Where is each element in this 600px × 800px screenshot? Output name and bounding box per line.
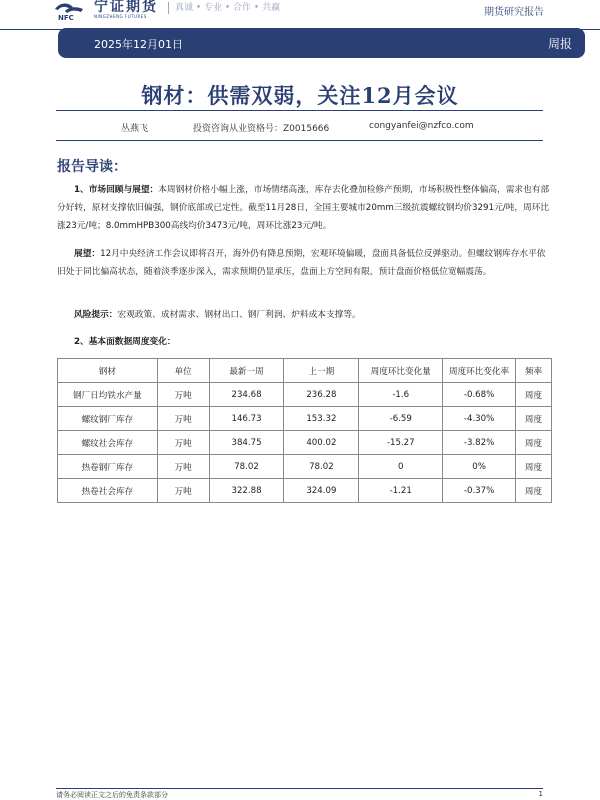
license-label: 投资咨询从业资格号： bbox=[193, 124, 284, 134]
logo-chinese-name: 宁证期货 bbox=[94, 0, 158, 15]
table-header-cell: 周度环比变化率 bbox=[443, 359, 516, 383]
table-cell: -4.30% bbox=[443, 407, 516, 431]
table-cell: 钢厂日均铁水产量 bbox=[58, 383, 158, 407]
table-row bbox=[58, 431, 552, 455]
table-cell: -0.68% bbox=[443, 383, 516, 407]
table-cell: 324.09 bbox=[284, 479, 359, 503]
market-review-lead: 1、市场回顾与展望： bbox=[74, 185, 159, 195]
table-cell: 热卷钢厂库存 bbox=[58, 455, 158, 479]
risk-text: 宏观政策、成材需求、钢材出口、钢厂利润、炉料成本支撑等。 bbox=[117, 310, 361, 320]
table-header-cell: 上一期 bbox=[284, 359, 359, 383]
author-email: congyanfei@nzfco.com bbox=[369, 121, 474, 131]
date-banner bbox=[58, 28, 585, 58]
footer-disclaimer: 请务必阅读正文之后的免责条款部分 bbox=[56, 791, 168, 799]
table-cell: 周度 bbox=[516, 407, 552, 431]
table-cell: -3.82% bbox=[443, 431, 516, 455]
table-header-cell: 单位 bbox=[157, 359, 209, 383]
guide-heading: 报告导读： bbox=[57, 159, 127, 175]
logo-english-name: NINGZHENG FUTURES bbox=[94, 14, 147, 19]
table-row bbox=[58, 455, 552, 479]
company-slogan: 真诚 • 专业 • 合作 • 共赢 bbox=[175, 3, 281, 13]
table-row bbox=[58, 407, 552, 431]
logo-nfc-text: NFC bbox=[58, 14, 74, 22]
table-header-cell: 频率 bbox=[516, 359, 552, 383]
outlook-paragraph bbox=[57, 245, 552, 281]
document-type: 期货研究报告 bbox=[484, 7, 544, 18]
table-cell: 周度 bbox=[516, 431, 552, 455]
table-cell: 400.02 bbox=[284, 431, 359, 455]
table-cell: 78.02 bbox=[209, 455, 284, 479]
report-frequency: 周报 bbox=[547, 37, 572, 51]
table-cell: -1.21 bbox=[359, 479, 443, 503]
table-cell: 0% bbox=[443, 455, 516, 479]
table-cell: 周度 bbox=[516, 479, 552, 503]
footer-divider bbox=[56, 788, 543, 789]
table-header-cell: 周度环比变化量 bbox=[359, 359, 443, 383]
page-number: 1 bbox=[538, 790, 543, 798]
table-cell: 周度 bbox=[516, 383, 552, 407]
license-number: Z0015666 bbox=[283, 124, 330, 134]
table-row bbox=[58, 383, 552, 407]
table-header-row bbox=[58, 359, 552, 383]
company-logo bbox=[54, 0, 169, 22]
table-cell: 万吨 bbox=[157, 479, 209, 503]
table-cell: -15.27 bbox=[359, 431, 443, 455]
table-cell: 万吨 bbox=[157, 383, 209, 407]
table-cell: 146.73 bbox=[209, 407, 284, 431]
table-cell: 236.28 bbox=[284, 383, 359, 407]
risk-lead: 风险提示： bbox=[74, 310, 118, 320]
market-review-text: 本周钢材价格小幅上涨，市场情绪高涨，库存去化叠加检修产预期，市场积极性整体偏高，需求也有部分好转，原材支撑依旧偏强，钢价底部或已定性。截至11月28日，全国主要城市20mm三级抗震螺纹钢均价3291元/吨，周环比涨23元/吨；8.0mmHPB300高线均价3473元/吨，周环比涨23元/吨。 bbox=[57, 185, 550, 231]
table-heading-line bbox=[57, 333, 552, 351]
table-cell: 153.32 bbox=[284, 407, 359, 431]
table-cell: 万吨 bbox=[157, 407, 209, 431]
outlook-lead: 展望： bbox=[74, 249, 101, 259]
report-title: 钢材：供需双弱，关注12月会议 bbox=[141, 83, 459, 108]
table-cell: 周度 bbox=[516, 455, 552, 479]
report-date: 2025年12月01日 bbox=[94, 38, 183, 51]
author-divider bbox=[56, 140, 543, 141]
title-divider bbox=[56, 110, 543, 111]
table-cell: -0.37% bbox=[443, 479, 516, 503]
table-header-cell: 最新一周 bbox=[209, 359, 284, 383]
page-header bbox=[0, 0, 600, 30]
table-row bbox=[58, 479, 552, 503]
table-cell: 78.02 bbox=[284, 455, 359, 479]
author-name: 丛燕飞 bbox=[121, 124, 149, 134]
table-cell: 384.75 bbox=[209, 431, 284, 455]
table-cell: 234.68 bbox=[209, 383, 284, 407]
table-cell: 万吨 bbox=[157, 431, 209, 455]
table-header-cell: 钢材 bbox=[58, 359, 158, 383]
market-review-paragraph bbox=[57, 181, 552, 235]
table-cell: 螺纹钢厂库存 bbox=[58, 407, 158, 431]
table-cell: 螺纹社会库存 bbox=[58, 431, 158, 455]
fundamentals-table bbox=[57, 358, 552, 503]
author-license bbox=[193, 121, 329, 134]
risk-paragraph bbox=[57, 306, 552, 324]
table-cell: 热卷社会库存 bbox=[58, 479, 158, 503]
table-cell: 322.88 bbox=[209, 479, 284, 503]
logo-divider bbox=[168, 2, 169, 14]
outlook-text: 12月中央经济工作会议即将召开，海外仍有降息预期，宏观环境偏暖，盘面具备低位反弹驱动。但螺纹钢库存水平依旧处于同比偏高状态，随着淡季逐步深入，需求预期仍显承压，盘面上方空间有限，预计盘面价格低位宽幅震荡。 bbox=[57, 249, 546, 277]
table-heading: 2、基本面数据周度变化： bbox=[74, 337, 176, 347]
table-cell: -6.59 bbox=[359, 407, 443, 431]
table-cell: -1.6 bbox=[359, 383, 443, 407]
table-cell: 万吨 bbox=[157, 455, 209, 479]
table-cell: 0 bbox=[359, 455, 443, 479]
